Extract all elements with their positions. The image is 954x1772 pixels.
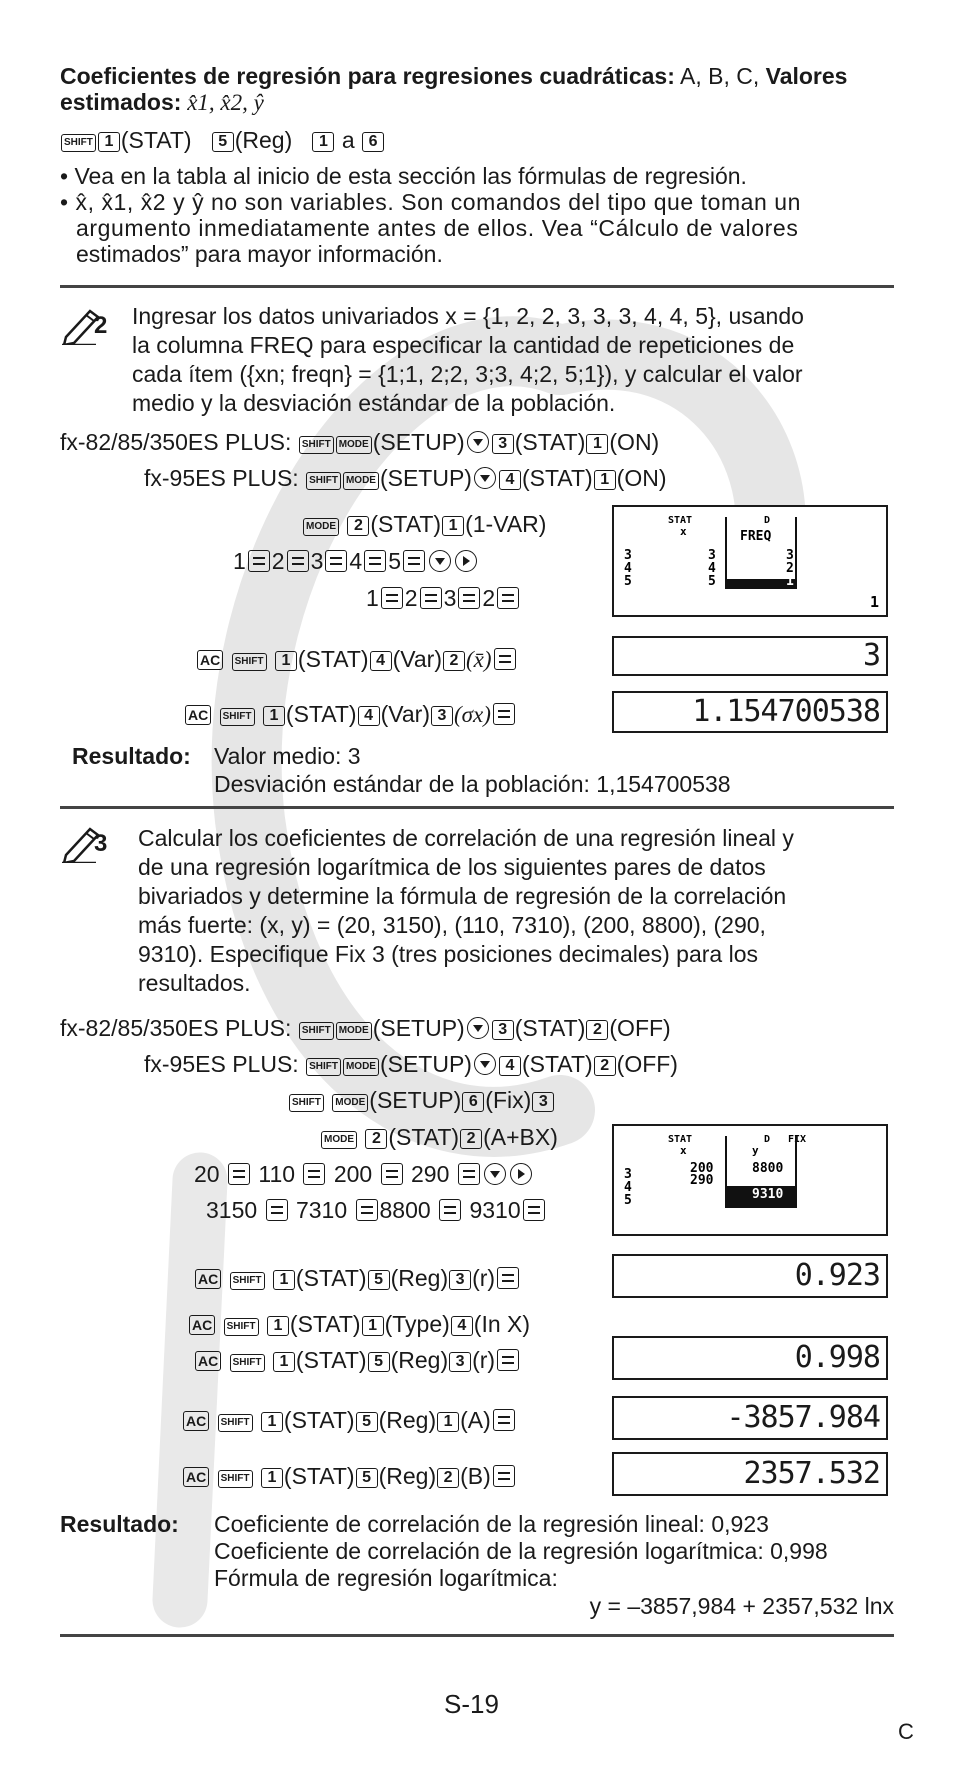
svg-text:3: 3	[624, 548, 632, 563]
section-letter: C	[898, 1719, 914, 1744]
result-formula-label: Fórmula de regresión logarítmica:	[214, 1565, 558, 1591]
step-type-lnx: AC SHIFT 1 (STAT) 1 (Type) 4 (In X)	[188, 1310, 530, 1338]
page-number: S-19	[444, 1689, 499, 1719]
shift-key: SHIFT	[61, 134, 96, 152]
calculator-screen-stat	[612, 505, 888, 617]
svg-text:9310: 9310	[752, 1187, 784, 1202]
screen-mean: 3	[612, 636, 888, 676]
key-1: 1	[312, 132, 334, 152]
screen-r-log: 0.998	[612, 1336, 888, 1380]
key-sequence-header: SHIFT 1 (STAT) 5 (Reg) 1 a 6	[60, 126, 385, 154]
step-a: AC SHIFT 1 (STAT) 5 (Reg) 1 (A)	[182, 1406, 517, 1434]
step-freq-values: 1 2 3 2	[366, 584, 521, 612]
svg-text:200: 200	[690, 1161, 714, 1176]
svg-text:4: 4	[624, 1180, 632, 1195]
example2-intro-4: medio y la desviación estándar de la población.	[132, 390, 616, 416]
result-label: Resultado:	[60, 1511, 179, 1537]
svg-text:5: 5	[624, 574, 632, 589]
screen-sd: 1.154700538	[612, 691, 888, 733]
bullet-2-line1: • x̂, x̂1, x̂2 y ŷ no son variables. Son comandos del tipo que toman un	[60, 189, 801, 215]
step-mode: MODE 2 (STAT) 1 (1-VAR)	[302, 510, 546, 538]
result-mean-text: Valor medio: 3	[214, 743, 361, 769]
pencil-icon	[62, 305, 118, 345]
divider	[60, 806, 894, 809]
step-b: AC SHIFT 1 (STAT) 5 (Reg) 2 (B)	[182, 1462, 517, 1490]
example3-intro-2: de una regresión logarítmica de los siguientes pares de datos	[138, 854, 766, 880]
example3-intro-5: 9310). Especifique Fix 3 (tres posiciones decimales) para los	[138, 941, 759, 967]
step-mode-abx: MODE 2 (STAT) 2 (A+BX)	[320, 1123, 558, 1151]
step-mean: AC SHIFT 1 (STAT) 4 (Var) 2 (x̄)	[196, 645, 518, 674]
step-x-data: 20 110 200 290	[194, 1160, 534, 1188]
example3-intro-1: Calcular los coeficientes de correlación de una regresión lineal y	[138, 825, 794, 851]
svg-text:FREQ: FREQ	[740, 529, 772, 544]
model-line-1: fx-82/85/350ES PLUS: SHIFT MODE (SETUP) 3 (STAT) 1 (ON)	[60, 429, 660, 455]
svg-text:y: y	[752, 1144, 759, 1157]
step-y-data: 3150 7310 8800 9310	[206, 1196, 547, 1224]
result-sd-text: Desviación estándar de la población: 1,154700538	[214, 771, 731, 797]
section-title-line2: estimados: x̂1, x̂2, ŷ	[60, 89, 264, 115]
svg-text:5: 5	[624, 1193, 632, 1208]
example2-intro-1: Ingresar los datos univariados x = {1, 2, 2, 3, 3, 3, 4, 4, 5}, usando	[132, 303, 804, 329]
svg-text:1: 1	[786, 574, 794, 589]
svg-text:STAT: STAT	[668, 1134, 693, 1145]
example3-intro-4: más fuerte: (x, y) = (20, 3150), (110, 7310), (200, 8800), (290,	[138, 912, 766, 938]
svg-text:290: 290	[690, 1173, 714, 1188]
bullet-2-line2: argumento inmediatamente antes de ellos. Vea “Cálculo de valores	[76, 215, 799, 241]
pencil-icon	[62, 823, 118, 863]
bullet-1: • Vea en la tabla al inicio de esta sección las fórmulas de regresión.	[60, 163, 747, 189]
svg-text:x: x	[680, 525, 687, 538]
result-label: Resultado:	[72, 743, 191, 769]
result-r-log-text: Coeficiente de correlación de la regresión logarítmica: 0,998	[214, 1538, 828, 1564]
step-fix: SHIFT MODE (SETUP) 6 (Fix) 3	[288, 1086, 555, 1114]
calculator-screen-stat-fix	[612, 1124, 888, 1236]
svg-text:3: 3	[786, 548, 794, 563]
svg-text:4: 4	[708, 561, 716, 576]
screen-r-linear: 0.923	[612, 1254, 888, 1298]
svg-text:8800: 8800	[752, 1161, 784, 1176]
example-number: 3	[94, 830, 108, 857]
model-line-3: fx-82/85/350ES PLUS: SHIFT MODE (SETUP) 3 (STAT) 2 (OFF)	[60, 1015, 671, 1041]
svg-text:2: 2	[786, 561, 794, 576]
key-6: 6	[362, 132, 384, 152]
svg-text:D: D	[764, 1134, 771, 1145]
bullet-2-line3: estimados” para mayor información.	[76, 241, 443, 267]
example3-intro-6: resultados.	[138, 970, 251, 996]
svg-text:3: 3	[708, 548, 716, 563]
step-r-linear: AC SHIFT 1 (STAT) 5 (Reg) 3 (r)	[194, 1264, 521, 1292]
divider	[60, 1634, 894, 1637]
example-number: 2	[94, 312, 108, 339]
section-title: Coeficientes de regresión para regresiones cuadráticas: A, B, C, Valores	[60, 63, 848, 89]
svg-text:3: 3	[624, 1167, 632, 1182]
svg-text:x: x	[680, 1144, 687, 1157]
step-x-values: 1 2 3 4 5	[233, 547, 479, 575]
result-formula: y = –3857,984 + 2357,532 lnx	[589, 1593, 894, 1619]
step-sd: AC SHIFT 1 (STAT) 4 (Var) 3 (σx)	[184, 700, 517, 729]
key-5: 5	[212, 132, 234, 152]
screen-stat-label: STAT	[668, 515, 693, 526]
svg-text:FIX: FIX	[788, 1134, 807, 1145]
svg-text:D: D	[764, 515, 771, 526]
svg-text:1: 1	[870, 593, 880, 611]
divider	[60, 285, 894, 288]
screen-a: -3857.984	[612, 1396, 888, 1440]
screen-b: 2357.532	[612, 1452, 888, 1496]
key-1: 1	[98, 132, 120, 152]
svg-text:4: 4	[624, 561, 632, 576]
example3-intro-3: bivariados y determine la fórmula de regresión de la correlación	[138, 883, 787, 909]
model-line-4: fx-95ES PLUS: SHIFT MODE (SETUP) 4 (STAT) 2 (OFF)	[144, 1051, 678, 1077]
example2-intro-2: la columna FREQ para especificar la cantidad de repeticiones de	[132, 332, 795, 358]
svg-text:5: 5	[708, 574, 716, 589]
step-r-log: AC SHIFT 1 (STAT) 5 (Reg) 3 (r)	[194, 1346, 521, 1374]
model-line-2: fx-95ES PLUS: SHIFT MODE (SETUP) 4 (STAT) 1 (ON)	[144, 465, 667, 491]
result-r-linear-text: Coeficiente de correlación de la regresión lineal: 0,923	[214, 1511, 769, 1537]
example2-intro-3: cada ítem ({xn; freqn} = {1;1, 2;2, 3;3, 4;2, 5;1}), y calcular el valor	[132, 361, 803, 387]
